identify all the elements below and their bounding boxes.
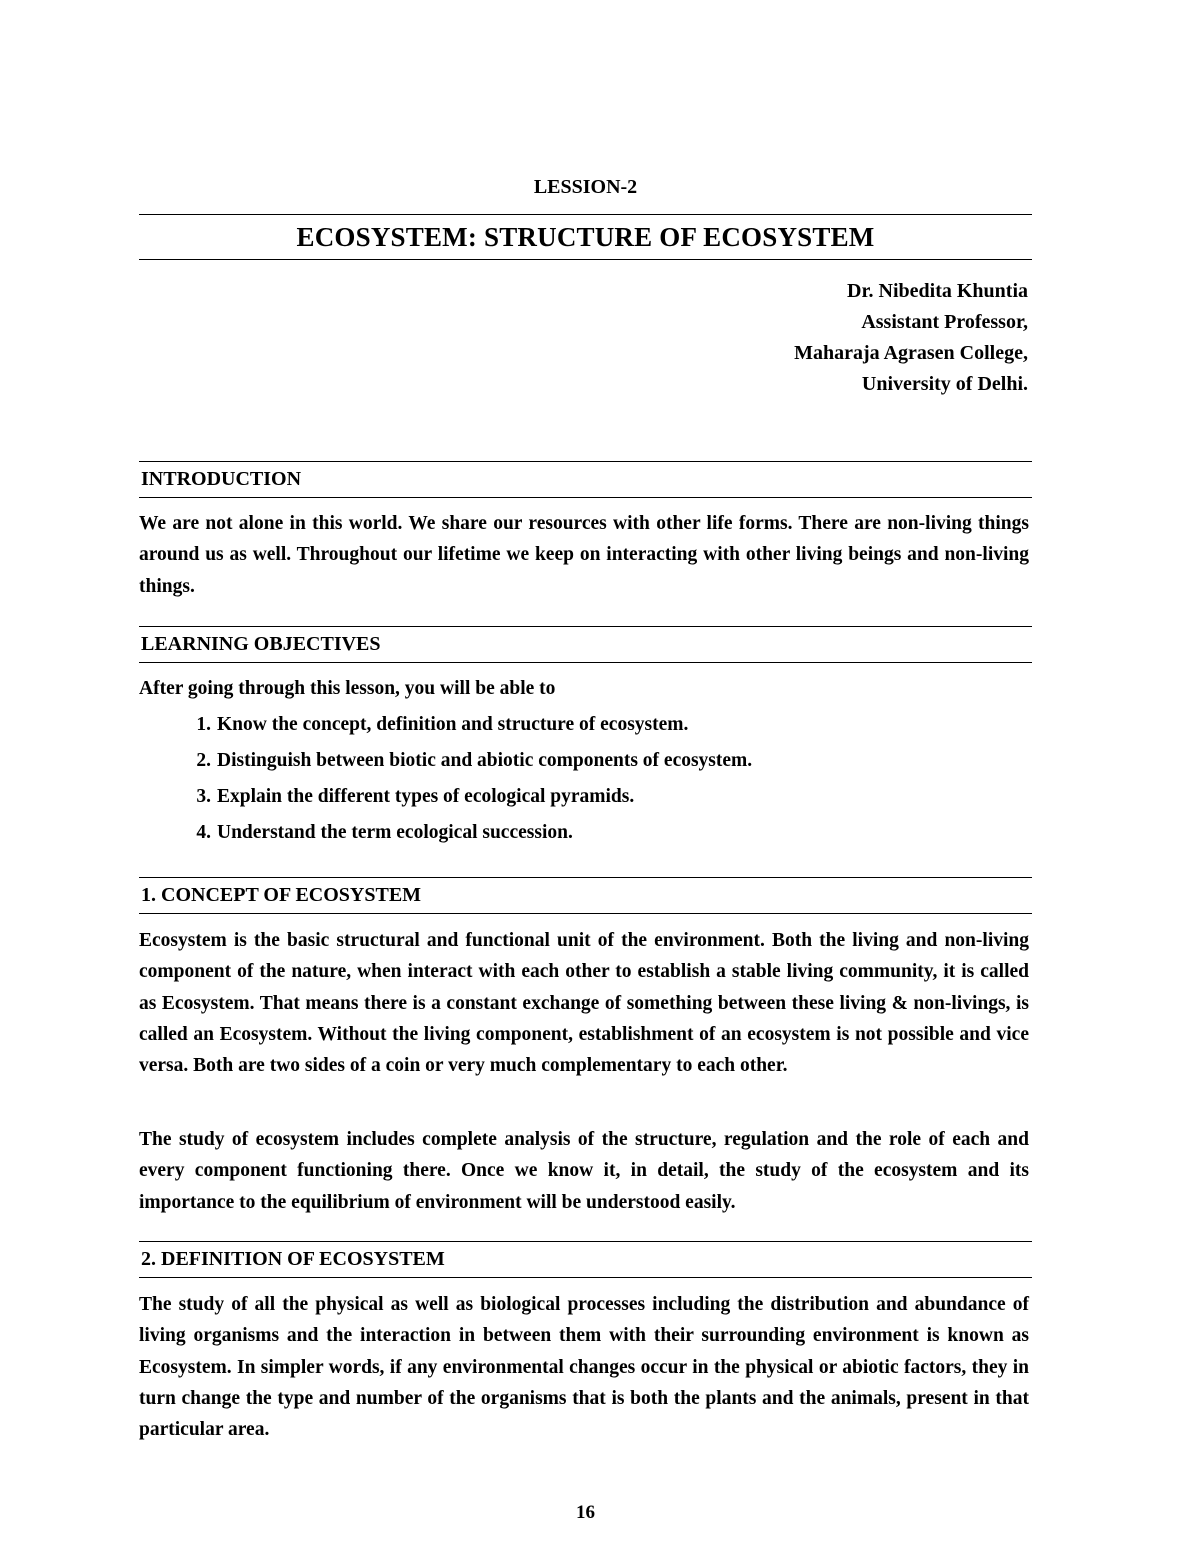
author-university: University of Delhi. bbox=[861, 373, 1028, 395]
page-title: ECOSYSTEM: STRUCTURE OF ECOSYSTEM bbox=[296, 222, 875, 252]
list-item-number: 2. bbox=[196, 750, 211, 771]
author-block bbox=[794, 276, 1028, 400]
introduction-paragraph: We are not alone in this world. We share our resources with other life forms. There are non-living things around us as well. Throughout our lifetime we keep on interacting with other living beings and non-living things. bbox=[139, 513, 1029, 597]
objectives-list bbox=[139, 707, 1032, 851]
author-designation: Assistant Professor, bbox=[861, 311, 1028, 333]
concept-paragraph-2: The study of ecosystem includes complete analysis of the structure, regulation and the role of each and every component functioning there. Once we know it, in detail, the study of the ecosystem and its importance to the equilibrium of environment will be understood easily. bbox=[139, 1129, 1029, 1213]
list-item-text: Understand the term ecological succession. bbox=[217, 822, 573, 843]
list-item bbox=[139, 743, 1032, 779]
list-item bbox=[139, 707, 1032, 743]
author-college: Maharaja Agrasen College, bbox=[794, 342, 1028, 364]
section-heading-concept: 1. CONCEPT OF ECOSYSTEM bbox=[139, 877, 1032, 914]
list-item-text: Know the concept, definition and structure of ecosystem. bbox=[217, 714, 689, 735]
list-item bbox=[139, 779, 1032, 815]
list-item-text: Distinguish between biotic and abiotic components of ecosystem. bbox=[217, 750, 753, 771]
list-item bbox=[139, 815, 1032, 851]
definition-paragraph: The study of all the physical as well as biological processes including the distribution and abundance of living organisms and the interaction in between them with their surrounding environment is known as Ecosystem. In simpler words, if any environmental changes occur in the physical or abiotic factors, they in turn change the type and number of the organisms that is both the plants and the animals, present in that particular area. bbox=[139, 1294, 1029, 1441]
list-item-text: Explain the different types of ecological pyramids. bbox=[217, 786, 635, 807]
section-heading-definition: 2. DEFINITION OF ECOSYSTEM bbox=[139, 1241, 1032, 1278]
list-item-number: 4. bbox=[196, 822, 211, 843]
objectives-intro: After going through this lesson, you will be able to bbox=[139, 678, 556, 699]
document-page bbox=[139, 0, 1032, 1553]
list-item-number: 3. bbox=[196, 786, 211, 807]
title-block bbox=[139, 214, 1032, 260]
section-heading-introduction: INTRODUCTION bbox=[139, 461, 1032, 498]
list-item-number: 1. bbox=[196, 714, 211, 735]
concept-paragraph-1: Ecosystem is the basic structural and functional unit of the environment. Both the living and non-living component of the nature, when interact with each other to establish a stable living community, it is called as Ecosystem. That means there is a constant exchange of something between these living & non-livings, is called an Ecosystem. Without the living component, establishment of an ecosystem is not possible and vice versa. Both are two sides of a coin or very much complementary to each other. bbox=[139, 930, 1029, 1077]
section-heading-objectives: LEARNING OBJECTIVES bbox=[139, 626, 1032, 663]
page-number: 16 bbox=[576, 1502, 595, 1523]
author-name: Dr. Nibedita Khuntia bbox=[847, 280, 1028, 302]
lesson-label: LESSION-2 bbox=[533, 176, 638, 198]
